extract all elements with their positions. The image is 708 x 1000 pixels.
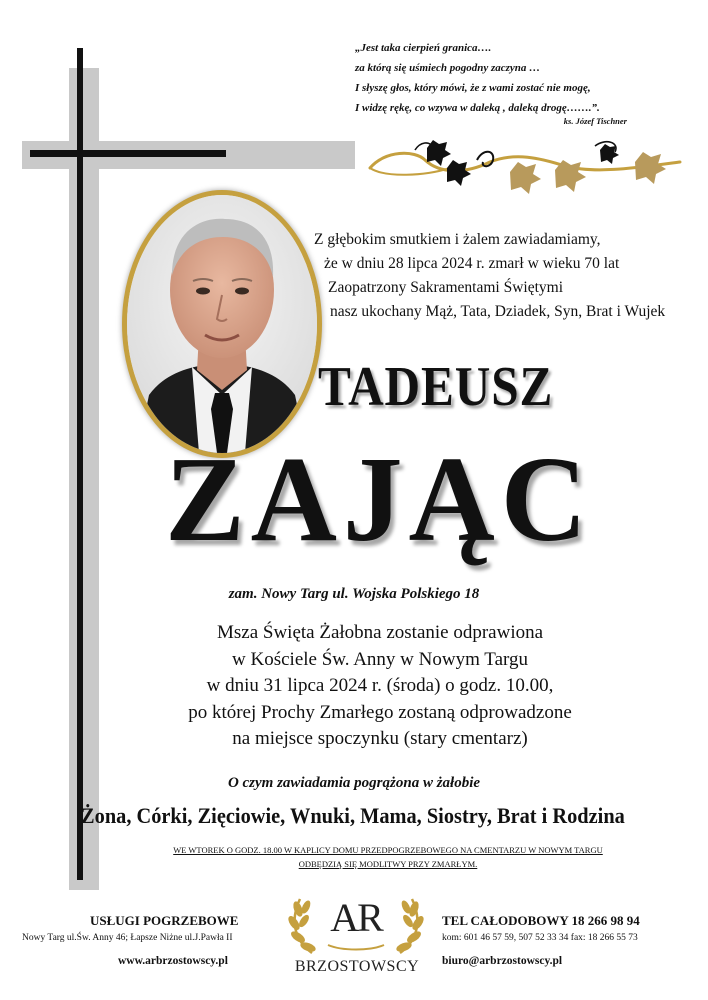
mass-line: w dniu 31 lipca 2024 r. (środa) o godz. 10.00,	[206, 675, 554, 696]
quote-line: I słyszę głos, który mówi, że z wami zostać nie mogę,	[355, 82, 591, 94]
intro-line: nasz ukochany Mąż, Tata, Dziadek, Syn, Brat i Wujek	[330, 303, 666, 320]
mourners-family: Żona, Córki, Zięciowie, Wnuki, Mama, Siostry, Brat i Rodzina	[81, 803, 625, 828]
mass-line: po której Prochy Zmarłego zostaną odprowadzone	[188, 701, 572, 723]
funeral-company-address: Nowy Targ ul.Św. Anny 46; Łapsze Niżne ul.J.Pawła II	[22, 933, 233, 943]
quote-block	[355, 38, 695, 127]
logo-letters: AR	[330, 895, 382, 940]
mass-line: na miejsce spoczynku (stary cmentarz)	[232, 728, 528, 749]
mass-line: Msza Święta Żałobna zostanie odprawiona	[216, 622, 544, 643]
logo-company-name: BRZOSTOWSCY	[294, 958, 420, 975]
company-website-link[interactable]: www.arbrzostowscy.pl	[118, 955, 228, 967]
deceased-address: zam. Nowy Targ ul. Wojska Polskiego 18	[228, 586, 480, 602]
portrait-image	[127, 195, 317, 453]
cross-shadow-vertical	[69, 68, 99, 890]
deceased-last-name: ZAJĄC	[165, 432, 593, 567]
funeral-company-title: USŁUGI POGRZEBOWE	[90, 913, 239, 928]
quote-line: „Jest taka cierpień granica….	[355, 42, 492, 54]
intro-line: że w dniu 28 lipca 2024 r. zmarł w wieku 70 lat	[324, 255, 620, 272]
email-link[interactable]: biuro@arbrzostowscy.pl	[442, 955, 563, 967]
vine-ornament-icon	[365, 138, 685, 198]
intro-line: Zaopatrzony Sakramentami Świętymi	[328, 279, 564, 296]
quote-line: za którą się uśmiech pogodny zaczyna …	[355, 62, 541, 74]
funeral-mass-info	[120, 620, 640, 753]
prayer-notice-line: WE WTOREK O GODZ. 18.00 W KAPLICY DOMU PRZEDPOGRZEBOWEGO NA CMENTARZU W NOWYM TARGU	[173, 845, 603, 855]
mobile-fax-numbers: kom: 601 46 57 59, 507 52 33 34 fax: 18 266 55 73	[442, 933, 638, 943]
phone-number: TEL CAŁODOBOWY 18 266 98 94	[442, 913, 640, 928]
announcement-intro	[312, 228, 692, 324]
quote-line: I widzę rękę, co wzywa w daleką , daleką drogę…….”.	[355, 102, 600, 114]
quote-author: ks. Józef Tischner	[563, 116, 627, 126]
cross-horizontal-bar	[30, 150, 226, 157]
cross-vertical-bar	[77, 48, 83, 880]
mourners-notice: O czym zawiadamia pogrążona w żałobie	[227, 775, 481, 791]
deceased-portrait	[122, 190, 322, 458]
mass-line: w Kościele Św. Anny w Nowym Targu	[232, 648, 528, 670]
prayer-notice-line: ODBĘDZIĄ SIĘ MODLITWY PRZY ZMARŁYM.	[298, 859, 478, 869]
prayer-notice	[118, 843, 658, 871]
intro-line: Z głębokim smutkiem i żalem zawiadamiamy,	[314, 231, 601, 248]
deceased-first-name: TADEUSZ	[318, 356, 554, 418]
